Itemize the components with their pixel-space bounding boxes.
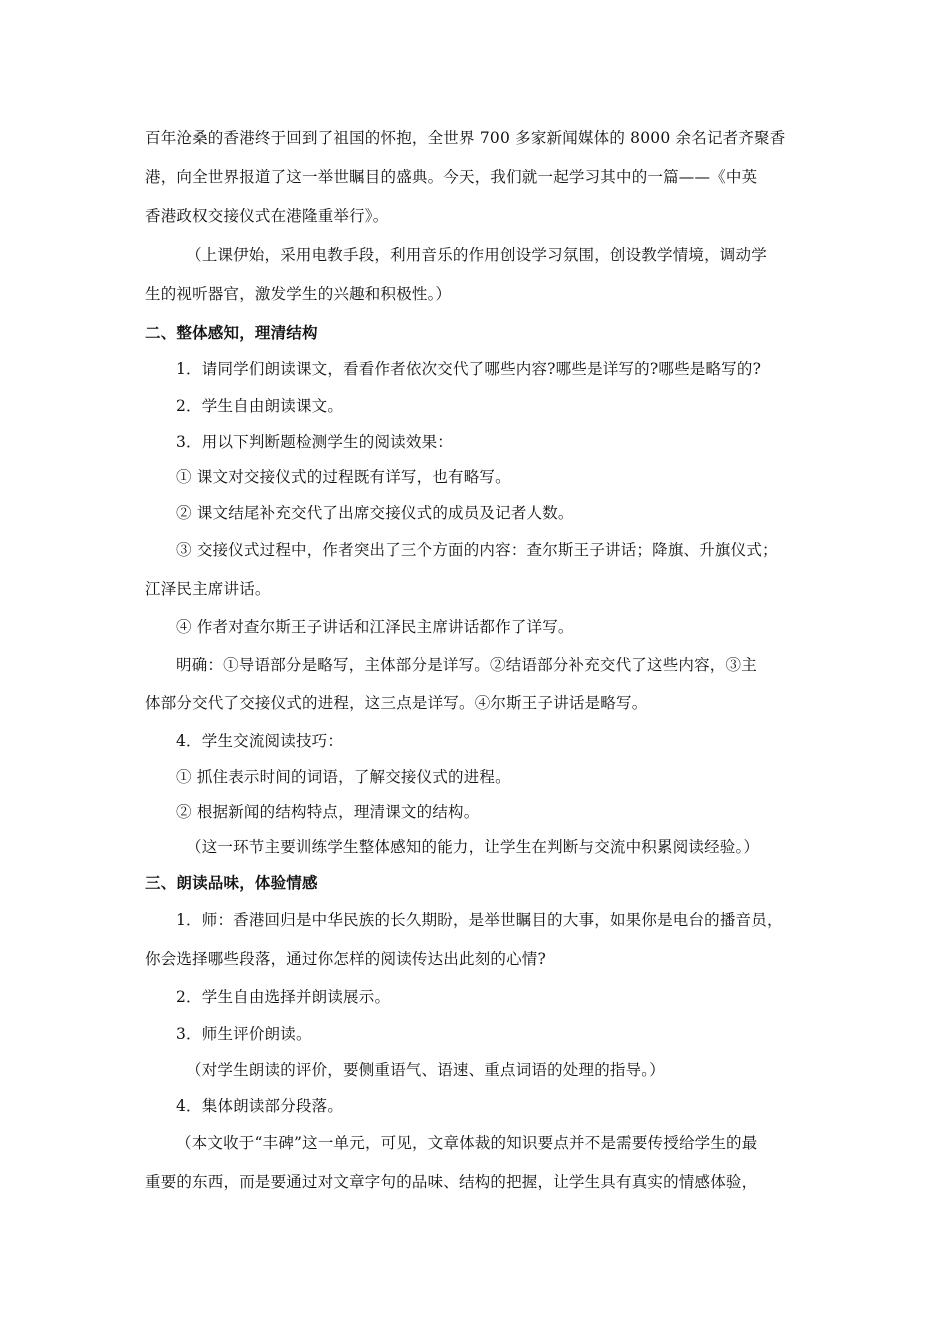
section-heading: 三、朗读品味，体验情感 — [145, 873, 318, 892]
paragraph-line: 百年沧桑的香港终于回到了祖国的怀抱，全世界 700 多家新闻媒体的 8000 余名记者齐聚香 — [145, 129, 786, 147]
paragraph-line: 4．学生交流阅读技巧： — [176, 732, 344, 750]
paragraph-line: 明确：①导语部分是略写，主体部分是详写。②结语部分补充交代了这些内容，③主 — [176, 656, 757, 674]
paragraph-line: ② 根据新闻的结构特点，理清课文的结构。 — [176, 803, 480, 821]
paragraph-line: ④ 作者对查尔斯王子讲话和江泽民主席讲话都作了详写。 — [176, 618, 574, 636]
paragraph-line: 香港政权交接仪式在港隆重举行》。 — [145, 207, 389, 225]
paragraph-line: ① 课文对交接仪式的过程既有详写，也有略写。 — [176, 468, 511, 486]
paragraph-line: 1．师：香港回归是中华民族的长久期盼，是举世瞩目的大事，如果你是电台的播音员， — [176, 911, 783, 929]
paragraph-line: 江泽民主席讲话。 — [145, 580, 271, 598]
paragraph-line: 4．集体朗读部分段落。 — [176, 1097, 344, 1115]
paragraph-line: 体部分交代了交接仪式的进程，这三点是详写。④尔斯王子讲话是略写。 — [145, 694, 648, 712]
paragraph-line: 生的视听器官，激发学生的兴趣和积极性。） — [145, 285, 452, 303]
paragraph-line: 1．请同学们朗读课文，看看作者依次交代了哪些内容?哪些是详写的?哪些是略写的? — [176, 360, 762, 378]
paragraph-line: 2．学生自由选择并朗读展示。 — [176, 988, 391, 1006]
section-heading: 二、整体感知，理清结构 — [145, 323, 318, 342]
paragraph-line: （对学生朗读的评价，要侧重语气、语速、重点词语的处理的指导。） — [186, 1061, 665, 1079]
paragraph-line: 重要的东西，而是要通过对文章字句的品味、结构的把握，让学生具有真实的情感体验， — [145, 1173, 758, 1191]
paragraph-line: （这一环节主要训练学生整体感知的能力，让学生在判断与交流中积累阅读经验。） — [186, 838, 760, 856]
paragraph-line: ② 课文结尾补充交代了出席交接仪式的成员及记者人数。 — [176, 504, 574, 522]
paragraph-line: （本文收于“丰碑”这一单元，可见，文章体裁的知识要点并不是需要传授给学生的最 — [176, 1134, 758, 1152]
paragraph-line: 3．用以下判断题检测学生的阅读效果： — [176, 433, 453, 451]
paragraph-line: 3．师生评价朗读。 — [176, 1025, 312, 1043]
paragraph-line: （上课伊始，采用电教手段，利用音乐的作用创设学习氛围，创设教学情境，调动学 — [186, 246, 767, 264]
paragraph-line: 2．学生自由朗读课文。 — [176, 397, 344, 415]
paragraph-line: 港，向全世界报道了这一举世瞩目的盛典。今天，我们就一起学习其中的一篇——《中英 — [145, 168, 758, 186]
paragraph-line: 你会选择哪些段落，通过你怎样的阅读传达出此刻的心情? — [145, 950, 547, 968]
paragraph-line: ③ 交接仪式过程中，作者突出了三个方面的内容：查尔斯王子讲话；降旗、升旗仪式； — [176, 541, 778, 559]
paragraph-line: ① 抓住表示时间的词语，了解交接仪式的进程。 — [176, 768, 511, 786]
